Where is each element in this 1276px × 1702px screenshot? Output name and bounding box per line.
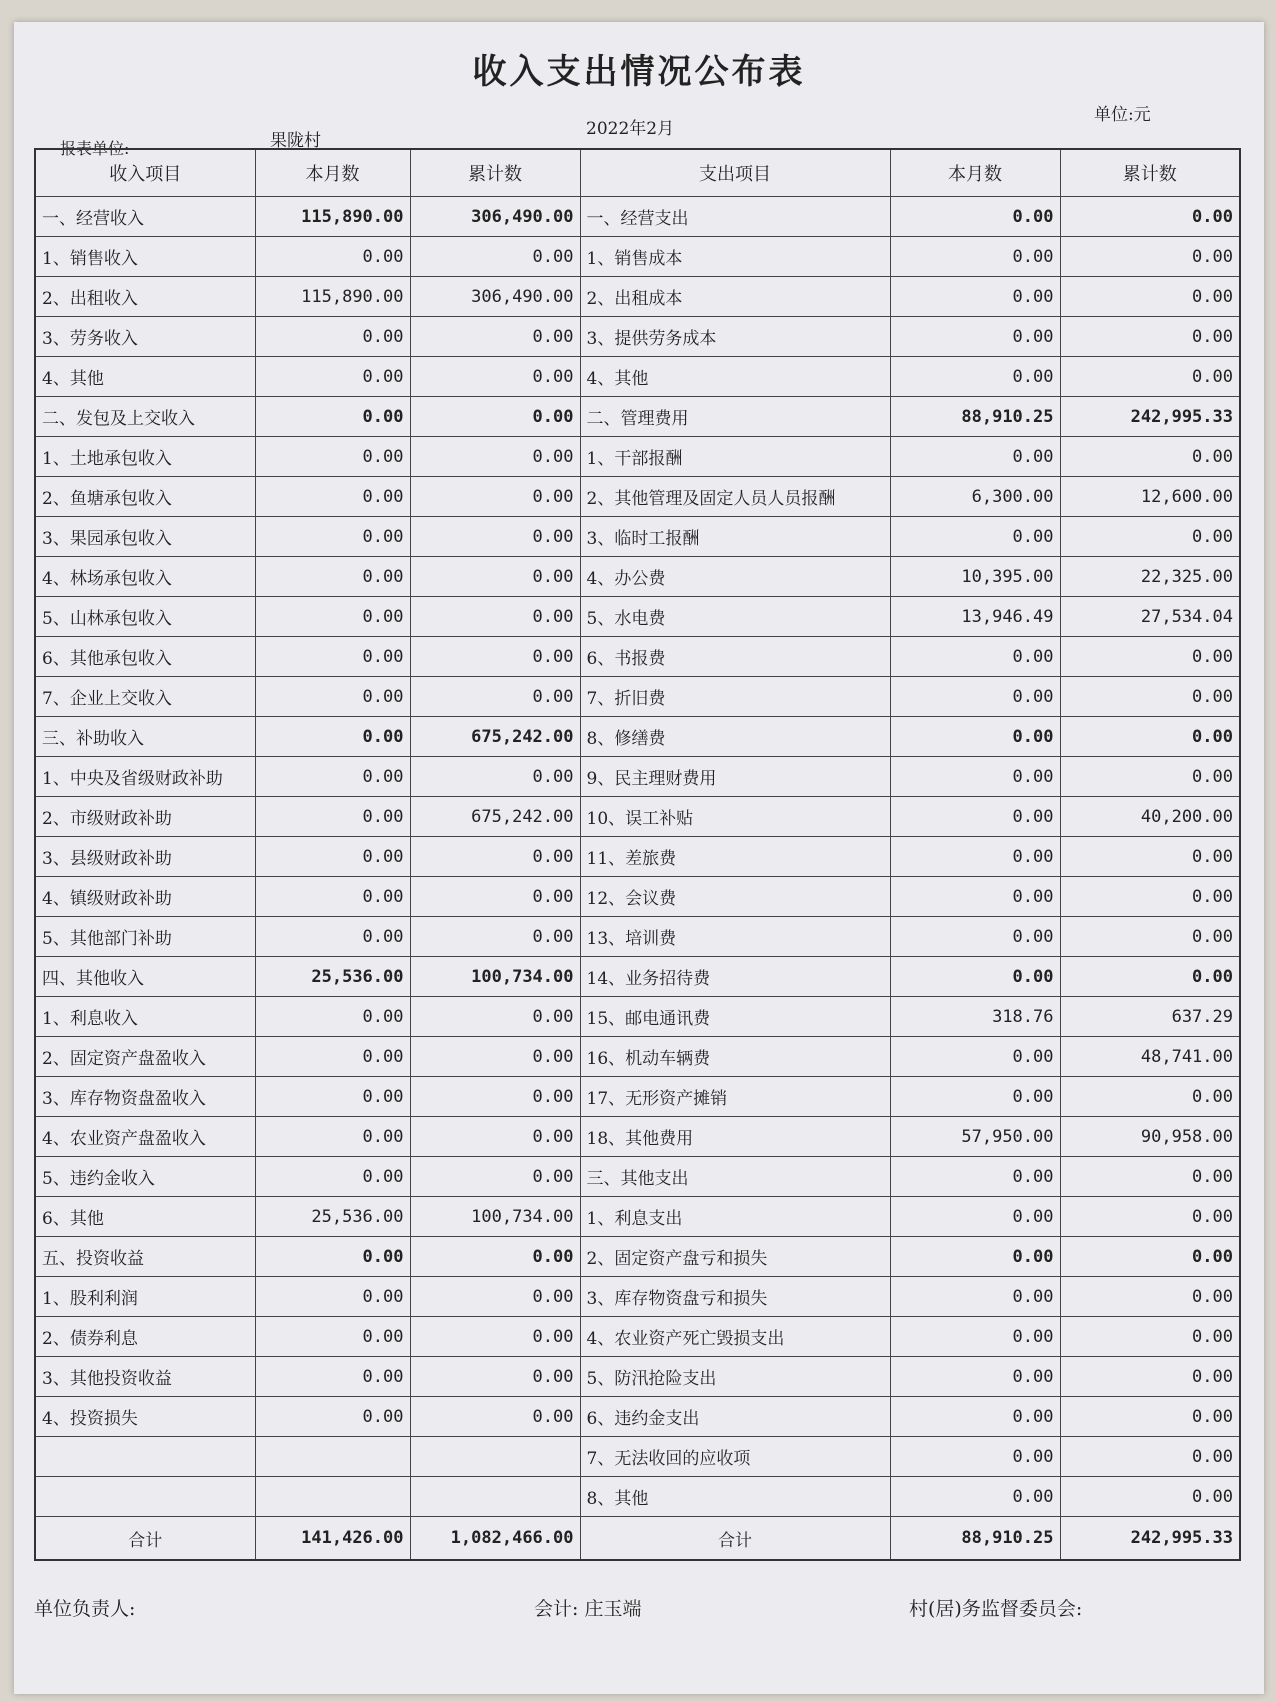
table-body: [35, 197, 1240, 1517]
expense-cumulative-cell: 0.00: [1060, 357, 1240, 397]
expense-monthly-cell: 0.00: [890, 437, 1060, 477]
income-cumulative-cell: 0.00: [410, 1077, 580, 1117]
income-item-cell: 3、其他投资收益: [35, 1357, 255, 1397]
table-row: [35, 637, 1240, 677]
expense-monthly-cell: 0.00: [890, 1437, 1060, 1477]
expense-item-cell: 一、经营支出: [580, 197, 890, 237]
income-item-cell: 1、中央及省级财政补助: [35, 757, 255, 797]
table-row: [35, 717, 1240, 757]
income-cumulative-cell: 0.00: [410, 237, 580, 277]
income-item-cell: [35, 1437, 255, 1477]
income-monthly-cell: 0.00: [255, 637, 410, 677]
income-item-cell: 一、经营收入: [35, 197, 255, 237]
income-monthly-cell: 0.00: [255, 1077, 410, 1117]
income-cumulative-cell: 0.00: [410, 437, 580, 477]
income-item-cell: 1、销售收入: [35, 237, 255, 277]
expense-monthly-cell: 0.00: [890, 517, 1060, 557]
income-cumulative-cell: 306,490.00: [410, 197, 580, 237]
footer-committee: 村(居)务监督委员会:: [909, 1598, 1083, 1620]
income-cumulative-cell: 0.00: [410, 757, 580, 797]
income-item-cell: 7、企业上交收入: [35, 677, 255, 717]
table-row: [35, 1237, 1240, 1277]
income-cumulative-cell: 100,734.00: [410, 957, 580, 997]
total-income-cumulative: 1,082,466.00: [410, 1517, 580, 1561]
header-income-item: 收入项目: [35, 149, 255, 197]
expense-monthly-cell: 0.00: [890, 237, 1060, 277]
expense-item-cell: 11、差旅费: [580, 837, 890, 877]
total-row: [35, 1517, 1240, 1561]
expense-cumulative-cell: 40,200.00: [1060, 797, 1240, 837]
income-monthly-cell: 0.00: [255, 317, 410, 357]
unit-label: 单位:元: [1094, 105, 1151, 125]
income-cumulative-cell: [410, 1477, 580, 1517]
org-name: 果陇村: [270, 131, 321, 151]
income-monthly-cell: 0.00: [255, 837, 410, 877]
income-cumulative-cell: 0.00: [410, 1397, 580, 1437]
income-item-cell: 四、其他收入: [35, 957, 255, 997]
income-monthly-cell: 0.00: [255, 797, 410, 837]
expense-item-cell: 4、办公费: [580, 557, 890, 597]
expense-item-cell: 8、其他: [580, 1477, 890, 1517]
expense-cumulative-cell: 0.00: [1060, 637, 1240, 677]
header-expense-item: 支出项目: [580, 149, 890, 197]
income-item-cell: 2、出租收入: [35, 277, 255, 317]
income-monthly-cell: 0.00: [255, 237, 410, 277]
expense-item-cell: 2、固定资产盘亏和损失: [580, 1237, 890, 1277]
income-monthly-cell: 115,890.00: [255, 277, 410, 317]
total-income-monthly: 141,426.00: [255, 1517, 410, 1561]
org-label: 报表单位:: [60, 139, 130, 158]
expense-monthly-cell: 0.00: [890, 1037, 1060, 1077]
table-row: [35, 557, 1240, 597]
income-item-cell: 4、其他: [35, 357, 255, 397]
expense-cumulative-cell: 12,600.00: [1060, 477, 1240, 517]
expense-cumulative-cell: 0.00: [1060, 317, 1240, 357]
table-row: [35, 317, 1240, 357]
total-expense-label: 合计: [580, 1517, 890, 1561]
income-item-cell: 五、投资收益: [35, 1237, 255, 1277]
table-row: [35, 917, 1240, 957]
table-row: [35, 197, 1240, 237]
income-cumulative-cell: 675,242.00: [410, 797, 580, 837]
income-item-cell: 5、山林承包收入: [35, 597, 255, 637]
header-income-cumulative: 累计数: [410, 149, 580, 197]
income-item-cell: 1、土地承包收入: [35, 437, 255, 477]
total-income-label: 合计: [35, 1517, 255, 1561]
expense-item-cell: 6、违约金支出: [580, 1397, 890, 1437]
table-row: [35, 237, 1240, 277]
expense-monthly-cell: 0.00: [890, 1157, 1060, 1197]
income-cumulative-cell: 0.00: [410, 1277, 580, 1317]
table-row: [35, 1037, 1240, 1077]
expense-cumulative-cell: 242,995.33: [1060, 397, 1240, 437]
table-row: [35, 957, 1240, 997]
income-monthly-cell: 0.00: [255, 1397, 410, 1437]
expense-cumulative-cell: 0.00: [1060, 197, 1240, 237]
income-monthly-cell: 0.00: [255, 1317, 410, 1357]
expense-item-cell: 1、利息支出: [580, 1197, 890, 1237]
expense-cumulative-cell: 637.29: [1060, 997, 1240, 1037]
table-row: [35, 397, 1240, 437]
expense-item-cell: 1、干部报酬: [580, 437, 890, 477]
expense-item-cell: 3、提供劳务成本: [580, 317, 890, 357]
expense-item-cell: 2、其他管理及固定人员人员报酬: [580, 477, 890, 517]
income-monthly-cell: 0.00: [255, 717, 410, 757]
table-row: [35, 1397, 1240, 1437]
income-monthly-cell: 115,890.00: [255, 197, 410, 237]
income-item-cell: 1、股利利润: [35, 1277, 255, 1317]
expense-cumulative-cell: 0.00: [1060, 917, 1240, 957]
income-cumulative-cell: 100,734.00: [410, 1197, 580, 1237]
table-row: [35, 357, 1240, 397]
income-item-cell: 二、发包及上交收入: [35, 397, 255, 437]
income-cumulative-cell: [410, 1437, 580, 1477]
expense-item-cell: 6、书报费: [580, 637, 890, 677]
income-monthly-cell: 0.00: [255, 757, 410, 797]
expense-cumulative-cell: 0.00: [1060, 517, 1240, 557]
expense-monthly-cell: 0.00: [890, 757, 1060, 797]
expense-monthly-cell: 0.00: [890, 837, 1060, 877]
total-expense-monthly: 88,910.25: [890, 1517, 1060, 1561]
expense-monthly-cell: 6,300.00: [890, 477, 1060, 517]
expense-monthly-cell: 0.00: [890, 1237, 1060, 1277]
income-cumulative-cell: 0.00: [410, 677, 580, 717]
expense-monthly-cell: 0.00: [890, 1317, 1060, 1357]
table-row: [35, 877, 1240, 917]
expense-cumulative-cell: 0.00: [1060, 1357, 1240, 1397]
income-item-cell: 5、违约金收入: [35, 1157, 255, 1197]
document-sheet: [14, 22, 1264, 1694]
expense-item-cell: 10、误工补贴: [580, 797, 890, 837]
income-item-cell: 4、农业资产盘盈收入: [35, 1117, 255, 1157]
expense-cumulative-cell: 0.00: [1060, 1197, 1240, 1237]
expense-item-cell: 5、防汛抢险支出: [580, 1357, 890, 1397]
table-row: [35, 437, 1240, 477]
expense-monthly-cell: 0.00: [890, 1077, 1060, 1117]
expense-item-cell: 5、水电费: [580, 597, 890, 637]
income-cumulative-cell: 306,490.00: [410, 277, 580, 317]
income-cumulative-cell: 0.00: [410, 1117, 580, 1157]
income-item-cell: 三、补助收入: [35, 717, 255, 757]
income-monthly-cell: 0.00: [255, 557, 410, 597]
table-row: [35, 797, 1240, 837]
expense-item-cell: 16、机动车辆费: [580, 1037, 890, 1077]
income-cumulative-cell: 0.00: [410, 1157, 580, 1197]
expense-monthly-cell: 0.00: [890, 317, 1060, 357]
expense-cumulative-cell: 0.00: [1060, 1157, 1240, 1197]
expense-cumulative-cell: 0.00: [1060, 1277, 1240, 1317]
expense-item-cell: 7、无法收回的应收项: [580, 1437, 890, 1477]
income-monthly-cell: 25,536.00: [255, 1197, 410, 1237]
expense-cumulative-cell: 0.00: [1060, 1397, 1240, 1437]
table-row: [35, 477, 1240, 517]
expense-monthly-cell: 57,950.00: [890, 1117, 1060, 1157]
income-monthly-cell: 0.00: [255, 357, 410, 397]
document-title: 收入支出情况公布表: [472, 52, 806, 92]
table-row: [35, 1477, 1240, 1517]
income-cumulative-cell: 0.00: [410, 517, 580, 557]
expense-item-cell: 14、业务招待费: [580, 957, 890, 997]
income-item-cell: 2、鱼塘承包收入: [35, 477, 255, 517]
header-expense-monthly: 本月数: [890, 149, 1060, 197]
income-monthly-cell: 0.00: [255, 597, 410, 637]
table-row: [35, 597, 1240, 637]
income-monthly-cell: 25,536.00: [255, 957, 410, 997]
income-monthly-cell: 0.00: [255, 997, 410, 1037]
expense-cumulative-cell: 0.00: [1060, 437, 1240, 477]
expense-cumulative-cell: 0.00: [1060, 717, 1240, 757]
income-expense-table: [34, 148, 1241, 1561]
income-cumulative-cell: 0.00: [410, 637, 580, 677]
expense-monthly-cell: 0.00: [890, 197, 1060, 237]
expense-monthly-cell: 0.00: [890, 357, 1060, 397]
income-item-cell: 3、果园承包收入: [35, 517, 255, 557]
expense-item-cell: 9、民主理财费用: [580, 757, 890, 797]
expense-item-cell: 1、销售成本: [580, 237, 890, 277]
table-row: [35, 837, 1240, 877]
expense-cumulative-cell: 0.00: [1060, 1077, 1240, 1117]
header-expense-cumulative: 累计数: [1060, 149, 1240, 197]
expense-cumulative-cell: 90,958.00: [1060, 1117, 1240, 1157]
income-item-cell: 6、其他: [35, 1197, 255, 1237]
expense-cumulative-cell: 0.00: [1060, 877, 1240, 917]
expense-item-cell: 二、管理费用: [580, 397, 890, 437]
expense-cumulative-cell: 27,534.04: [1060, 597, 1240, 637]
income-monthly-cell: 0.00: [255, 1237, 410, 1277]
income-monthly-cell: [255, 1477, 410, 1517]
expense-cumulative-cell: 0.00: [1060, 1237, 1240, 1277]
income-cumulative-cell: 0.00: [410, 997, 580, 1037]
income-cumulative-cell: 0.00: [410, 877, 580, 917]
income-monthly-cell: 0.00: [255, 1357, 410, 1397]
expense-item-cell: 17、无形资产摊销: [580, 1077, 890, 1117]
table-row: [35, 1317, 1240, 1357]
expense-monthly-cell: 0.00: [890, 917, 1060, 957]
expense-monthly-cell: 0.00: [890, 637, 1060, 677]
income-monthly-cell: 0.00: [255, 677, 410, 717]
header-income-monthly: 本月数: [255, 149, 410, 197]
expense-monthly-cell: 0.00: [890, 1477, 1060, 1517]
income-item-cell: 3、县级财政补助: [35, 837, 255, 877]
income-cumulative-cell: 0.00: [410, 837, 580, 877]
table-row: [35, 1437, 1240, 1477]
table-row: [35, 1157, 1240, 1197]
table-row: [35, 1277, 1240, 1317]
expense-cumulative-cell: 0.00: [1060, 757, 1240, 797]
income-cumulative-cell: 0.00: [410, 397, 580, 437]
income-cumulative-cell: 0.00: [410, 1357, 580, 1397]
total-expense-cumulative: 242,995.33: [1060, 1517, 1240, 1561]
expense-item-cell: 3、临时工报酬: [580, 517, 890, 557]
income-cumulative-cell: 0.00: [410, 557, 580, 597]
income-item-cell: 4、投资损失: [35, 1397, 255, 1437]
income-monthly-cell: 0.00: [255, 1277, 410, 1317]
expense-monthly-cell: 0.00: [890, 1357, 1060, 1397]
expense-cumulative-cell: 0.00: [1060, 957, 1240, 997]
expense-cumulative-cell: 0.00: [1060, 677, 1240, 717]
expense-monthly-cell: 0.00: [890, 797, 1060, 837]
table-row: [35, 1117, 1240, 1157]
income-cumulative-cell: 0.00: [410, 477, 580, 517]
expense-monthly-cell: 0.00: [890, 277, 1060, 317]
expense-monthly-cell: 0.00: [890, 1277, 1060, 1317]
expense-item-cell: 12、会议费: [580, 877, 890, 917]
income-monthly-cell: 0.00: [255, 397, 410, 437]
income-item-cell: 5、其他部门补助: [35, 917, 255, 957]
report-period: 2022年2月: [586, 119, 675, 139]
expense-item-cell: 8、修缮费: [580, 717, 890, 757]
expense-monthly-cell: 10,395.00: [890, 557, 1060, 597]
expense-item-cell: 4、农业资产死亡毁损支出: [580, 1317, 890, 1357]
income-item-cell: 3、劳务收入: [35, 317, 255, 357]
income-monthly-cell: 0.00: [255, 1157, 410, 1197]
income-item-cell: 3、库存物资盘盈收入: [35, 1077, 255, 1117]
income-cumulative-cell: 0.00: [410, 1037, 580, 1077]
expense-cumulative-cell: 0.00: [1060, 1477, 1240, 1517]
income-monthly-cell: 0.00: [255, 477, 410, 517]
income-monthly-cell: 0.00: [255, 1117, 410, 1157]
income-monthly-cell: 0.00: [255, 1037, 410, 1077]
expense-monthly-cell: 88,910.25: [890, 397, 1060, 437]
expense-monthly-cell: 0.00: [890, 877, 1060, 917]
income-item-cell: 4、林场承包收入: [35, 557, 255, 597]
expense-item-cell: 三、其他支出: [580, 1157, 890, 1197]
expense-monthly-cell: 0.00: [890, 1397, 1060, 1437]
footer-leader: 单位负责人:: [34, 1598, 136, 1620]
expense-monthly-cell: 0.00: [890, 1197, 1060, 1237]
table-row: [35, 277, 1240, 317]
footer-accountant: 会计: 庄玉端: [534, 1598, 642, 1620]
expense-item-cell: 15、邮电通讯费: [580, 997, 890, 1037]
income-cumulative-cell: 0.00: [410, 917, 580, 957]
income-monthly-cell: 0.00: [255, 917, 410, 957]
expense-item-cell: 3、库存物资盘亏和损失: [580, 1277, 890, 1317]
income-cumulative-cell: 0.00: [410, 1237, 580, 1277]
table-row: [35, 1357, 1240, 1397]
income-cumulative-cell: 0.00: [410, 317, 580, 357]
expense-cumulative-cell: 0.00: [1060, 1317, 1240, 1357]
income-monthly-cell: 0.00: [255, 517, 410, 557]
income-item-cell: 2、债券利息: [35, 1317, 255, 1357]
expense-monthly-cell: 318.76: [890, 997, 1060, 1037]
table-row: [35, 677, 1240, 717]
expense-item-cell: 7、折旧费: [580, 677, 890, 717]
income-item-cell: 2、固定资产盘盈收入: [35, 1037, 255, 1077]
income-cumulative-cell: 0.00: [410, 1317, 580, 1357]
income-item-cell: 2、市级财政补助: [35, 797, 255, 837]
income-monthly-cell: [255, 1437, 410, 1477]
expense-monthly-cell: 13,946.49: [890, 597, 1060, 637]
expense-item-cell: 2、出租成本: [580, 277, 890, 317]
expense-cumulative-cell: 0.00: [1060, 837, 1240, 877]
income-monthly-cell: 0.00: [255, 877, 410, 917]
table-row: [35, 997, 1240, 1037]
expense-cumulative-cell: 0.00: [1060, 1437, 1240, 1477]
income-item-cell: [35, 1477, 255, 1517]
income-item-cell: 4、镇级财政补助: [35, 877, 255, 917]
expense-item-cell: 4、其他: [580, 357, 890, 397]
expense-cumulative-cell: 0.00: [1060, 277, 1240, 317]
income-monthly-cell: 0.00: [255, 437, 410, 477]
table-header-row: [35, 149, 1240, 197]
income-cumulative-cell: 675,242.00: [410, 717, 580, 757]
income-item-cell: 1、利息收入: [35, 997, 255, 1037]
expense-monthly-cell: 0.00: [890, 717, 1060, 757]
table-row: [35, 1077, 1240, 1117]
expense-cumulative-cell: 0.00: [1060, 237, 1240, 277]
income-item-cell: 6、其他承包收入: [35, 637, 255, 677]
expense-monthly-cell: 0.00: [890, 677, 1060, 717]
income-cumulative-cell: 0.00: [410, 597, 580, 637]
expense-cumulative-cell: 48,741.00: [1060, 1037, 1240, 1077]
table-row: [35, 757, 1240, 797]
expense-monthly-cell: 0.00: [890, 957, 1060, 997]
expense-item-cell: 18、其他费用: [580, 1117, 890, 1157]
table-row: [35, 1197, 1240, 1237]
income-cumulative-cell: 0.00: [410, 357, 580, 397]
expense-item-cell: 13、培训费: [580, 917, 890, 957]
table-row: [35, 517, 1240, 557]
expense-cumulative-cell: 22,325.00: [1060, 557, 1240, 597]
